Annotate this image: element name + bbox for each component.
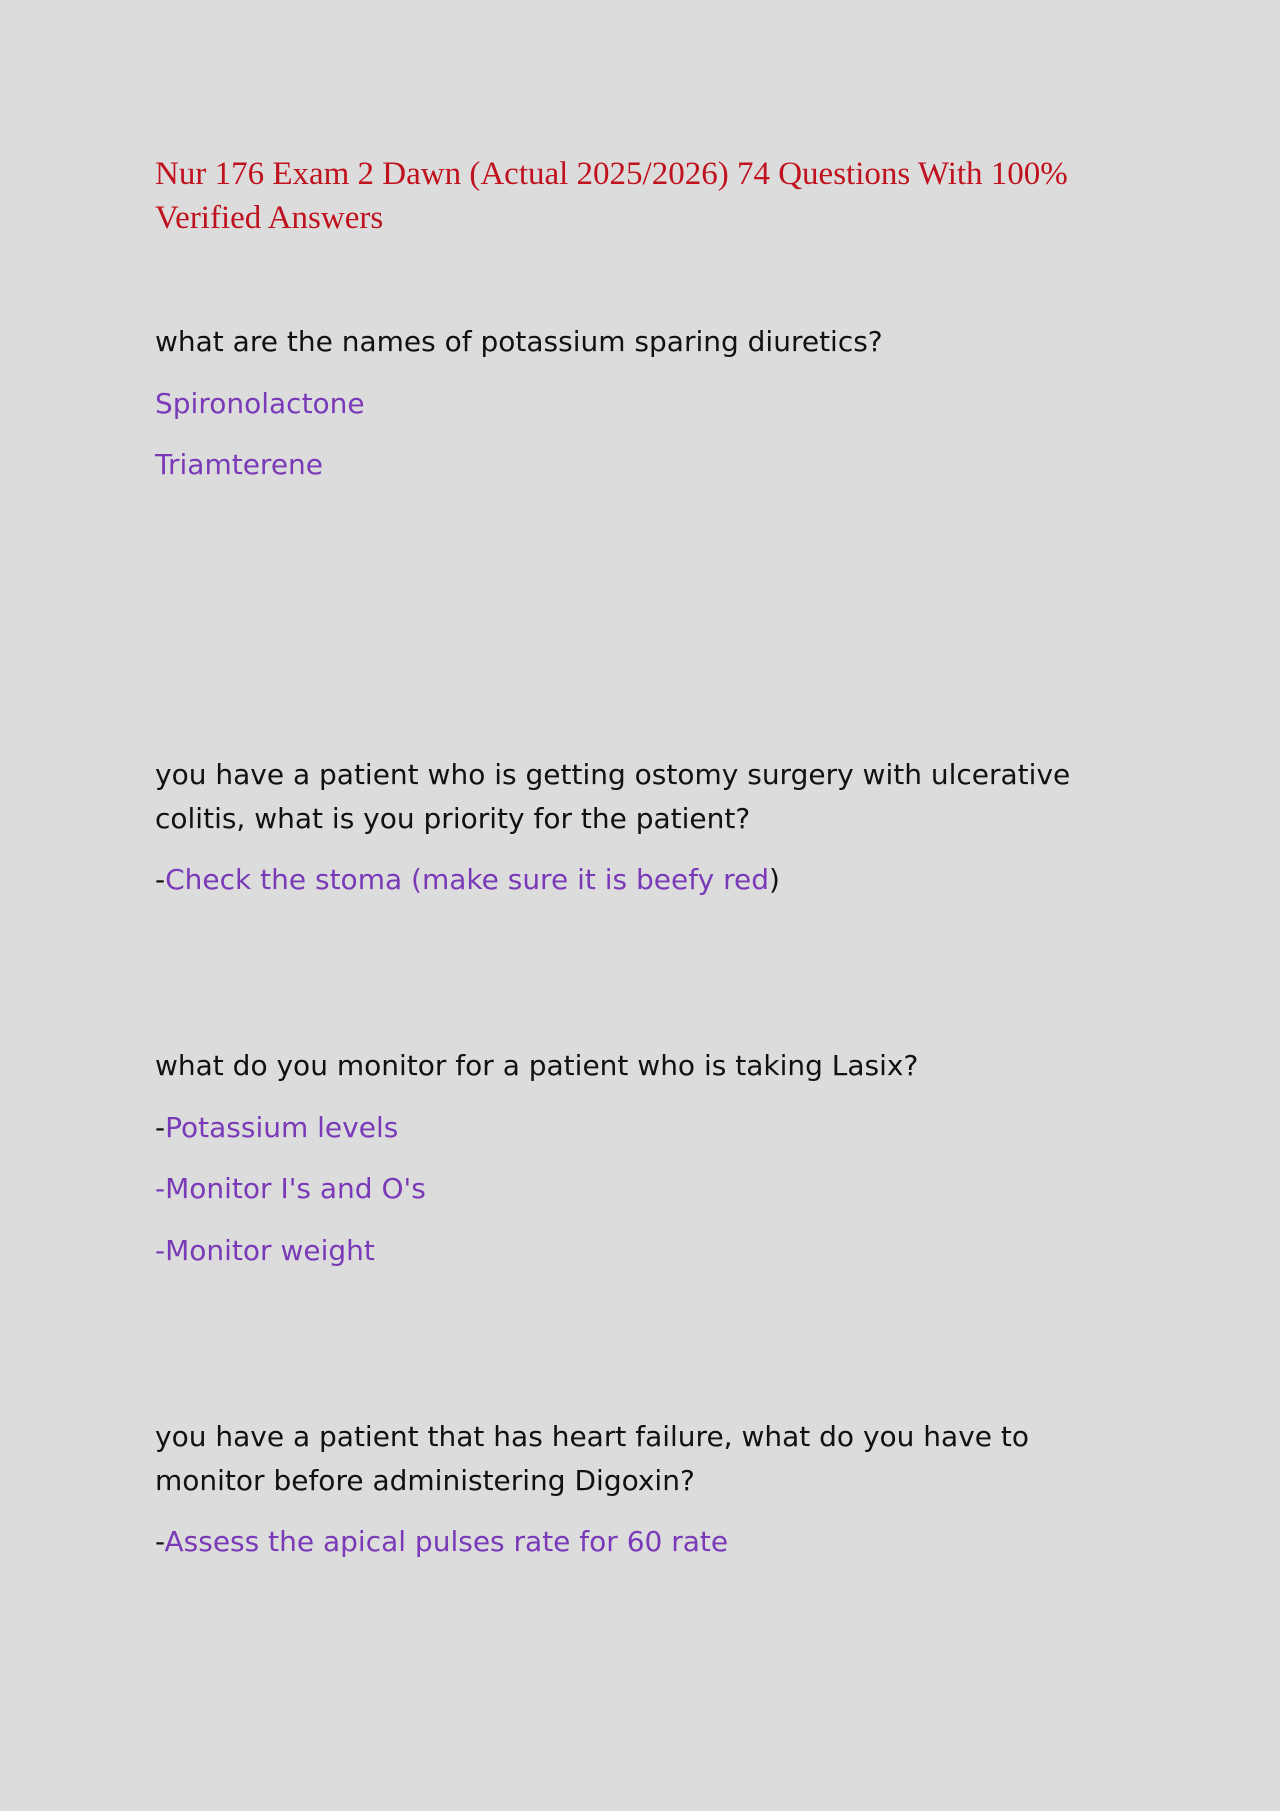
- answer-3-1-text: Potassium levels: [165, 1111, 399, 1144]
- answer-3-3: -Monitor weight: [155, 1234, 375, 1267]
- question-1: what are the names of potassium sparing diuretics?: [155, 325, 883, 358]
- answer-2: [155, 858, 780, 902]
- answer-4: [155, 1520, 728, 1564]
- answer-3-2: -Monitor I's and O's: [155, 1172, 426, 1205]
- question-3: what do you monitor for a patient who is taking Lasix?: [155, 1049, 919, 1082]
- answer-1-2: Triamterene: [155, 448, 324, 481]
- answer-3-1: [155, 1106, 398, 1150]
- question-2: you have a patient who is getting ostomy surgery with ulcerative colitis, what is you priority for the patient?: [155, 758, 1071, 835]
- answer-1-1: Spironolactone: [155, 387, 365, 420]
- answer-4-text: Assess the apical pulses rate for 60 rate: [164, 1525, 729, 1558]
- answer-2-text: Check the stoma (make sure it is beefy red: [165, 863, 769, 896]
- document-title: Nur 176 Exam 2 Dawn (Actual 2025/2026) 74 Questions With 100% Verified Answers: [155, 156, 1068, 236]
- answer-2-closing: ): [768, 863, 780, 896]
- answer-dash: -: [155, 1111, 166, 1144]
- answer-dash: -: [155, 863, 166, 896]
- question-4: you have a patient that has heart failure, what do you have to monitor before administering Digoxin?: [155, 1420, 1030, 1497]
- answer-dash: -: [155, 1525, 165, 1558]
